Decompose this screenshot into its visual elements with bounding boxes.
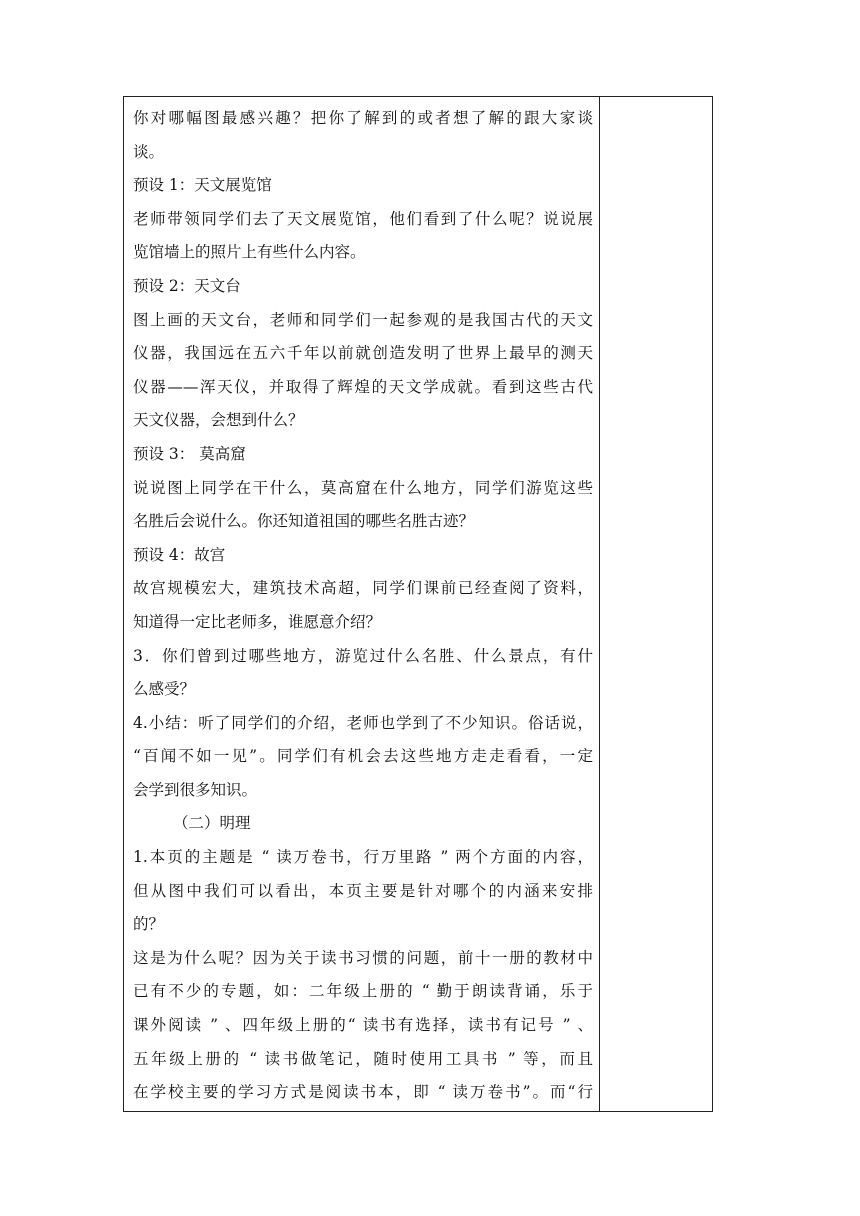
text-line: 预设 2：天文台 <box>133 276 241 295</box>
text-line: 3．你们曾到过哪些地方，游览过什么名胜、什么景点，有什 <box>133 646 593 665</box>
lesson-plan-table <box>123 96 713 1112</box>
text-line: 在学校主要的学习方式是阅读书本，即 “ 读万卷书”。而“行 <box>133 1083 593 1102</box>
text-line: 故宫规模宏大，建筑技术高超，同学们课前已经查阅了资料， <box>133 579 593 598</box>
text-line: 会学到很多知识。 <box>133 780 258 799</box>
text-line: 览馆墙上的照片上有些什么内容。 <box>133 243 366 262</box>
text-line: 预设 1：天文展览馆 <box>133 176 272 195</box>
text-line: 五年级上册的 “ 读书做笔记，随时使用工具书 ” 等，而且 <box>133 1049 593 1068</box>
text-line: （二）明理 <box>173 814 251 833</box>
text-line: 4.小结：听了同学们的介绍，老师也学到了不少知识。俗话说， <box>133 713 593 732</box>
text-line: 这是为什么呢？因为关于读书习惯的问题，前十一册的教材中 <box>133 948 593 967</box>
text-line: “百闻不如一见”。同学们有机会去这些地方走走看看，一定 <box>133 747 593 766</box>
text-line: 你对哪幅图最感兴趣？把你了解到的或者想了解的跟大家谈 <box>133 109 593 127</box>
text-line: 1.本页的主题是 “ 读万卷书，行万里路 ” 两个方面的内容， <box>133 848 593 867</box>
text-line: 天文仪器，会想到什么？ <box>133 411 304 430</box>
text-line: 课外阅读 ” 、四年级上册的“ 读书有选择，读书有记号 ” 、 <box>133 1016 593 1035</box>
text-line: 已有不少的专题，如：二年级上册的 “ 勤于朗读背诵，乐于 <box>133 982 593 1001</box>
text-line: 仪器，我国远在五六千年以前就创造发明了世界上最早的测天 <box>133 344 593 363</box>
text-line: 名胜后会说什么。你还知道祖国的哪些名胜古迹？ <box>133 512 475 531</box>
text-line: 知道得一定比老师多，谁愿意介绍？ <box>133 612 382 631</box>
text-line: 仪器——浑天仪，并取得了辉煌的天文学成就。看到这些古代 <box>133 377 593 396</box>
text-line: 的？ <box>133 915 165 934</box>
text-line: 但从图中我们可以看出，本页主要是针对哪个的内涵来安排 <box>133 881 593 900</box>
text-line: 图上画的天文台，老师和同学们一起参观的是我国古代的天文 <box>133 310 593 329</box>
text-line: 老师带领同学们去了天文展览馆，他们看到了什么呢？说说展 <box>133 209 593 228</box>
text-line: 说说图上同学在干什么，莫高窟在什么地方，同学们游览这些 <box>133 478 593 497</box>
main-content-cell <box>124 97 600 1111</box>
text-line: 谈。 <box>133 142 165 161</box>
text-line: 预设 3： 莫高窟 <box>133 444 246 463</box>
notes-cell <box>600 97 712 1111</box>
text-line: 预设 4：故宫 <box>133 545 226 564</box>
text-line: 么感受？ <box>133 680 196 699</box>
